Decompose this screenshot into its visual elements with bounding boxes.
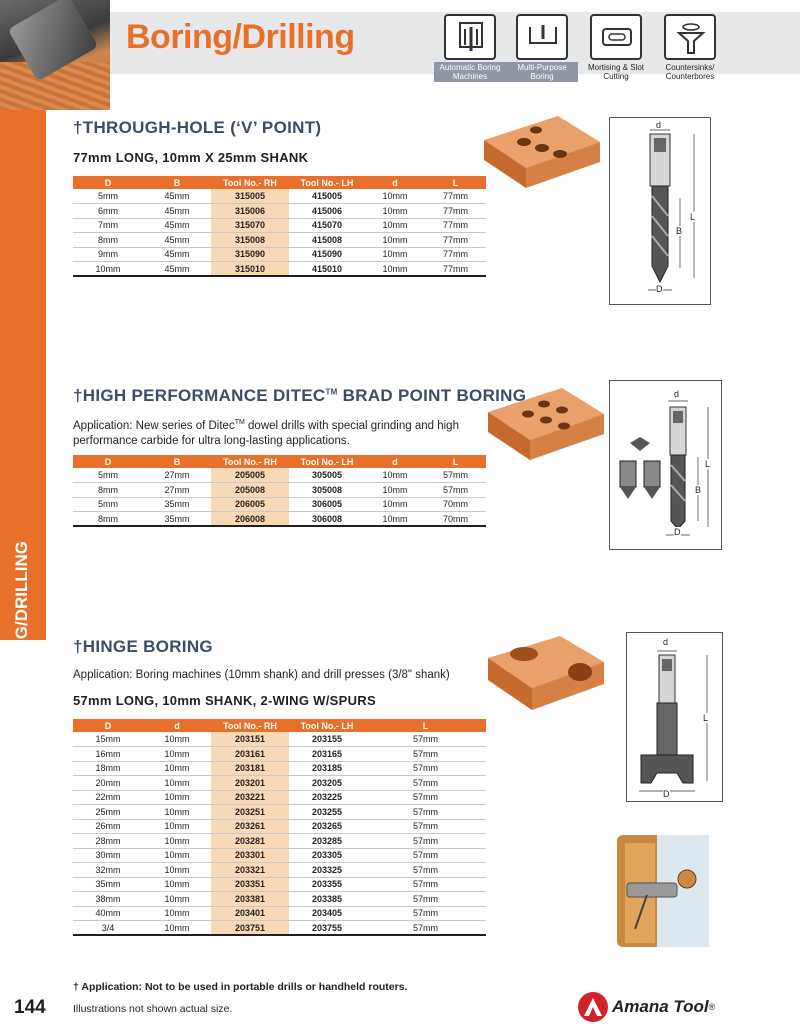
table-row bbox=[73, 921, 486, 936]
table-cell: 77mm bbox=[425, 204, 486, 219]
column-header: d bbox=[143, 719, 211, 732]
side-tab bbox=[0, 110, 46, 694]
tool-number-rh: 315008 bbox=[211, 233, 289, 248]
table-cell: 25mm bbox=[73, 805, 143, 820]
table-row bbox=[73, 262, 486, 277]
table-cell: 57mm bbox=[365, 747, 486, 762]
column-header: L bbox=[365, 719, 486, 732]
tool-number-lh: 203305 bbox=[289, 848, 365, 863]
table-cell: 10mm bbox=[365, 483, 425, 498]
diagram-label-d: d bbox=[663, 637, 669, 647]
diagram-label-b: B bbox=[676, 226, 683, 236]
section-through-hole-subtitle: 77mm LONG, 10mm X 25mm SHANK bbox=[73, 150, 309, 165]
table-cell: 57mm bbox=[365, 863, 486, 878]
table-cell: 57mm bbox=[365, 761, 486, 776]
tool-number-rh: 203261 bbox=[211, 819, 289, 834]
table-row bbox=[73, 204, 486, 219]
category-label: Multi-Purpose Boring bbox=[506, 62, 578, 82]
table-cell: 10mm bbox=[143, 906, 211, 921]
table-cell: 22mm bbox=[73, 790, 143, 805]
tool-number-lh: 415090 bbox=[289, 247, 365, 262]
page-header bbox=[0, 0, 800, 110]
table-cell: 45mm bbox=[143, 233, 211, 248]
table-cell: 10mm bbox=[143, 776, 211, 791]
table-cell: 10mm bbox=[365, 262, 425, 277]
table-cell: 27mm bbox=[143, 483, 211, 498]
table-row bbox=[73, 247, 486, 262]
column-header: Tool No.- LH bbox=[289, 455, 365, 468]
tool-number-rh: 203201 bbox=[211, 776, 289, 791]
table-cell: 27mm bbox=[143, 468, 211, 483]
table-cell: 40mm bbox=[73, 906, 143, 921]
column-header: B bbox=[143, 176, 211, 189]
table-cell: 35mm bbox=[143, 497, 211, 512]
table-cell: 5mm bbox=[73, 497, 143, 512]
diagram-label-l: L bbox=[690, 212, 696, 222]
diagram-label-dd: D bbox=[674, 527, 681, 537]
table-cell: 77mm bbox=[425, 247, 486, 262]
tool-number-rh: 315005 bbox=[211, 189, 289, 204]
table-cell: 10mm bbox=[365, 204, 425, 219]
tool-number-rh: 315070 bbox=[211, 218, 289, 233]
table-row bbox=[73, 906, 486, 921]
section-ditec-title-end: BRAD POINT BORING bbox=[337, 386, 527, 405]
tool-number-lh: 306008 bbox=[289, 512, 365, 527]
spec-table-through-hole bbox=[73, 176, 486, 277]
section-hinge-title: †HINGE BORING bbox=[73, 637, 213, 656]
table-row bbox=[73, 877, 486, 892]
table-cell: 16mm bbox=[73, 747, 143, 762]
table-cell: 8mm bbox=[73, 233, 143, 248]
table-cell: 57mm bbox=[365, 776, 486, 791]
tool-number-rh: 205008 bbox=[211, 483, 289, 498]
hinge-installation-photo bbox=[617, 835, 709, 947]
section-hinge-application: Application: Boring machines (10mm shank) and drill presses (3/8" shank) bbox=[73, 669, 450, 681]
tool-number-lh: 203755 bbox=[289, 921, 365, 936]
wood-block-ditec bbox=[484, 384, 608, 462]
brand-registered-mark: ® bbox=[708, 1002, 716, 1012]
table-cell: 32mm bbox=[73, 863, 143, 878]
table-cell: 10mm bbox=[143, 790, 211, 805]
tool-number-lh: 203185 bbox=[289, 761, 365, 776]
section-through-hole-title: †THROUGH-HOLE (‘V’ POINT) bbox=[73, 118, 322, 137]
wood-block-through-holes bbox=[480, 112, 604, 190]
amana-logo-icon bbox=[578, 992, 608, 1022]
table-cell: 10mm bbox=[365, 189, 425, 204]
tool-number-lh: 203405 bbox=[289, 906, 365, 921]
table-cell: 38mm bbox=[73, 892, 143, 907]
tool-number-lh: 203165 bbox=[289, 747, 365, 762]
tool-number-rh: 203181 bbox=[211, 761, 289, 776]
column-header: d bbox=[365, 176, 425, 189]
tool-number-lh: 203285 bbox=[289, 834, 365, 849]
table-cell: 7mm bbox=[73, 218, 143, 233]
table-cell: 57mm bbox=[425, 468, 486, 483]
column-header: L bbox=[425, 455, 486, 468]
table-cell: 10mm bbox=[143, 805, 211, 820]
tool-number-lh: 415070 bbox=[289, 218, 365, 233]
table-cell: 57mm bbox=[425, 483, 486, 498]
column-header: Tool No.- LH bbox=[289, 176, 365, 189]
tool-number-rh: 315006 bbox=[211, 204, 289, 219]
tool-number-rh: 315010 bbox=[211, 262, 289, 277]
table-cell: 57mm bbox=[365, 819, 486, 834]
table-cell: 10mm bbox=[365, 497, 425, 512]
section-ditec-title bbox=[73, 386, 526, 406]
tool-number-lh: 203155 bbox=[289, 732, 365, 747]
table-cell: 70mm bbox=[425, 512, 486, 527]
header-photo bbox=[0, 0, 110, 110]
table-cell: 45mm bbox=[143, 204, 211, 219]
tool-number-lh: 415006 bbox=[289, 204, 365, 219]
table-cell: 18mm bbox=[73, 761, 143, 776]
table-cell: 30mm bbox=[73, 848, 143, 863]
multi-purpose-icon bbox=[516, 14, 568, 60]
brand-name: Amana Tool bbox=[612, 997, 709, 1016]
diagram-label-d: d bbox=[656, 120, 662, 130]
table-cell: 8mm bbox=[73, 512, 143, 527]
tool-number-rh: 203401 bbox=[211, 906, 289, 921]
table-cell: 57mm bbox=[365, 921, 486, 936]
tool-number-lh: 203385 bbox=[289, 892, 365, 907]
table-cell: 28mm bbox=[73, 834, 143, 849]
diagram-label-l: L bbox=[705, 459, 711, 469]
diagram-ditec-bit bbox=[609, 380, 722, 550]
table-row bbox=[73, 819, 486, 834]
category-multi-purpose[interactable] bbox=[506, 14, 578, 82]
table-row bbox=[73, 761, 486, 776]
trademark-mark: TM bbox=[234, 419, 245, 426]
table-cell: 57mm bbox=[365, 732, 486, 747]
category-label: Countersinks/ Counterbores bbox=[665, 63, 715, 81]
wood-block-hinge bbox=[484, 632, 608, 712]
tool-number-rh: 203751 bbox=[211, 921, 289, 936]
column-header: D bbox=[73, 176, 143, 189]
table-cell: 57mm bbox=[365, 877, 486, 892]
table-cell: 45mm bbox=[143, 189, 211, 204]
diagram-label-b: B bbox=[695, 485, 702, 495]
tool-number-rh: 203301 bbox=[211, 848, 289, 863]
trademark-mark: TM bbox=[325, 387, 338, 397]
diagram-label-dd: D bbox=[663, 789, 670, 799]
table-cell: 45mm bbox=[143, 247, 211, 262]
table-cell: 20mm bbox=[73, 776, 143, 791]
table-cell: 77mm bbox=[425, 218, 486, 233]
diagram-hinge-bit bbox=[626, 632, 723, 802]
page-title: Boring/Drilling bbox=[126, 18, 355, 56]
table-cell: 10mm bbox=[143, 761, 211, 776]
table-cell: 9mm bbox=[73, 247, 143, 262]
table-cell: 45mm bbox=[143, 262, 211, 277]
diagram-label-d: d bbox=[674, 389, 680, 399]
footer-disclaimer: Illustrations not shown actual size. bbox=[73, 1003, 233, 1015]
table-row bbox=[73, 468, 486, 483]
footer-note: † Application: Not to be used in portable drills or handheld routers. bbox=[73, 981, 408, 993]
table-row bbox=[73, 218, 486, 233]
tool-number-rh: 315090 bbox=[211, 247, 289, 262]
category-automatic-boring[interactable] bbox=[434, 14, 506, 82]
table-row bbox=[73, 892, 486, 907]
boring-machine-icon bbox=[444, 14, 496, 60]
column-header: Tool No.- RH bbox=[211, 719, 289, 732]
table-row bbox=[73, 732, 486, 747]
spec-table-ditec bbox=[73, 455, 486, 527]
table-cell: 10mm bbox=[143, 747, 211, 762]
tool-number-lh: 415010 bbox=[289, 262, 365, 277]
tool-number-lh: 306005 bbox=[289, 497, 365, 512]
table-cell: 10mm bbox=[73, 262, 143, 277]
diagram-label-l: L bbox=[703, 713, 709, 723]
table-cell: 5mm bbox=[73, 189, 143, 204]
tool-number-rh: 205005 bbox=[211, 468, 289, 483]
table-row bbox=[73, 483, 486, 498]
tool-number-lh: 203355 bbox=[289, 877, 365, 892]
table-cell: 10mm bbox=[143, 863, 211, 878]
tool-number-lh: 203205 bbox=[289, 776, 365, 791]
tool-number-rh: 206008 bbox=[211, 512, 289, 527]
tool-number-lh: 305008 bbox=[289, 483, 365, 498]
table-cell: 6mm bbox=[73, 204, 143, 219]
table-cell: 35mm bbox=[73, 877, 143, 892]
table-row bbox=[73, 848, 486, 863]
table-cell: 35mm bbox=[143, 512, 211, 527]
column-header: D bbox=[73, 455, 143, 468]
table-row bbox=[73, 497, 486, 512]
tool-number-rh: 203321 bbox=[211, 863, 289, 878]
tool-number-rh: 203281 bbox=[211, 834, 289, 849]
countersink-icon bbox=[664, 14, 716, 60]
table-cell: 10mm bbox=[143, 819, 211, 834]
section-ditec-application bbox=[73, 415, 473, 449]
table-row bbox=[73, 233, 486, 248]
table-row bbox=[73, 790, 486, 805]
table-cell: 77mm bbox=[425, 233, 486, 248]
table-cell: 10mm bbox=[365, 512, 425, 527]
table-row bbox=[73, 747, 486, 762]
brand-logo bbox=[578, 992, 715, 1022]
column-header: Tool No.- RH bbox=[211, 176, 289, 189]
column-header: L bbox=[425, 176, 486, 189]
category-mortising[interactable] bbox=[580, 14, 652, 82]
spec-table-hinge bbox=[73, 719, 486, 936]
category-label: Automatic Boring Machines bbox=[434, 62, 506, 82]
column-header: B bbox=[143, 455, 211, 468]
application-text-a: Application: New series of Ditec bbox=[73, 419, 235, 432]
table-cell: 15mm bbox=[73, 732, 143, 747]
table-cell: 10mm bbox=[365, 247, 425, 262]
tool-number-rh: 206005 bbox=[211, 497, 289, 512]
table-cell: 57mm bbox=[365, 848, 486, 863]
tool-number-rh: 203161 bbox=[211, 747, 289, 762]
table-cell: 10mm bbox=[143, 834, 211, 849]
table-row bbox=[73, 512, 486, 527]
column-header: d bbox=[365, 455, 425, 468]
table-cell: 8mm bbox=[73, 483, 143, 498]
table-cell: 70mm bbox=[425, 497, 486, 512]
table-cell: 77mm bbox=[425, 262, 486, 277]
category-countersinks[interactable] bbox=[654, 14, 726, 82]
table-cell: 10mm bbox=[143, 892, 211, 907]
table-cell: 57mm bbox=[365, 892, 486, 907]
table-cell: 57mm bbox=[365, 805, 486, 820]
column-header: Tool No.- RH bbox=[211, 455, 289, 468]
diagram-label-dd: D bbox=[656, 284, 663, 294]
table-cell: 5mm bbox=[73, 468, 143, 483]
table-cell: 77mm bbox=[425, 189, 486, 204]
tool-number-lh: 203255 bbox=[289, 805, 365, 820]
column-header: D bbox=[73, 719, 143, 732]
table-row bbox=[73, 863, 486, 878]
tool-number-lh: 203225 bbox=[289, 790, 365, 805]
table-row bbox=[73, 834, 486, 849]
table-cell: 10mm bbox=[143, 848, 211, 863]
table-cell: 10mm bbox=[143, 877, 211, 892]
diagram-through-hole-bit bbox=[609, 117, 711, 305]
tool-number-lh: 203325 bbox=[289, 863, 365, 878]
table-cell: 57mm bbox=[365, 906, 486, 921]
table-cell: 26mm bbox=[73, 819, 143, 834]
table-cell: 10mm bbox=[365, 468, 425, 483]
side-tab-label: BORING/DRILLING bbox=[12, 541, 31, 694]
table-cell: 10mm bbox=[143, 732, 211, 747]
section-hinge-subtitle: 57mm LONG, 10mm SHANK, 2-WING W/SPURS bbox=[73, 693, 376, 708]
tool-number-rh: 203381 bbox=[211, 892, 289, 907]
tool-number-rh: 203221 bbox=[211, 790, 289, 805]
tool-number-rh: 203151 bbox=[211, 732, 289, 747]
table-cell: 45mm bbox=[143, 218, 211, 233]
application-text-b: dowel drills with special grinding and high performance carbide for ultra long-lasting applications. bbox=[73, 419, 459, 447]
tool-number-lh: 305005 bbox=[289, 468, 365, 483]
table-cell: 57mm bbox=[365, 834, 486, 849]
tool-number-lh: 203265 bbox=[289, 819, 365, 834]
page-number: 144 bbox=[14, 997, 46, 1018]
tool-number-rh: 203251 bbox=[211, 805, 289, 820]
table-cell: 3/4 bbox=[73, 921, 143, 936]
table-cell: 57mm bbox=[365, 790, 486, 805]
tool-number-lh: 415008 bbox=[289, 233, 365, 248]
table-cell: 10mm bbox=[143, 921, 211, 936]
table-row bbox=[73, 805, 486, 820]
section-ditec-title-text: †HIGH PERFORMANCE DITEC bbox=[73, 386, 326, 405]
column-header: Tool No.- LH bbox=[289, 719, 365, 732]
tool-number-rh: 203351 bbox=[211, 877, 289, 892]
table-cell: 10mm bbox=[365, 218, 425, 233]
tool-number-lh: 415005 bbox=[289, 189, 365, 204]
table-cell: 10mm bbox=[365, 233, 425, 248]
table-row bbox=[73, 189, 486, 204]
mortise-icon bbox=[590, 14, 642, 60]
category-label: Mortising & Slot Cutting bbox=[587, 63, 645, 81]
table-row bbox=[73, 776, 486, 791]
